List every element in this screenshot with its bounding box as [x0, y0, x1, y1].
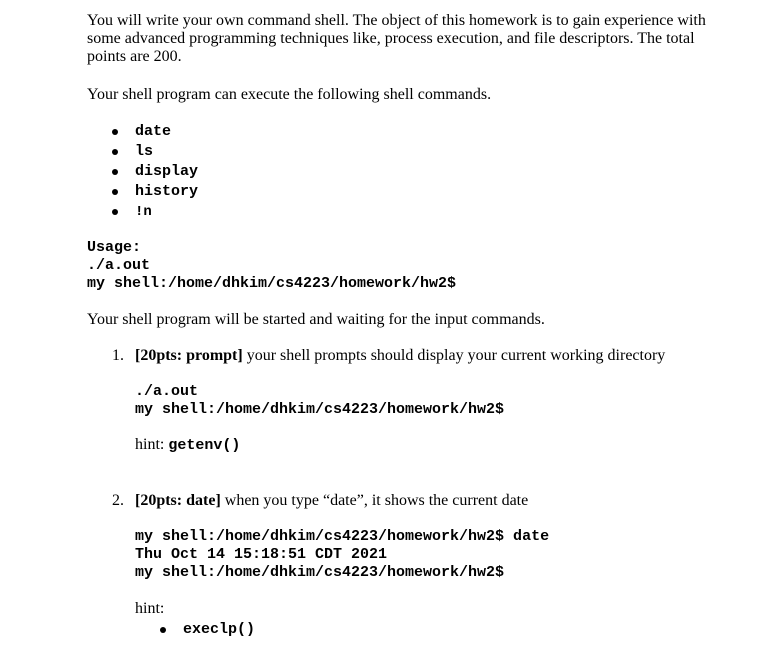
hint-bullet-code: execlp() [183, 621, 256, 638]
bullet-icon [112, 189, 118, 195]
intro-line-2: some advanced programming techniques like, process execution, and file descriptors. The total [87, 30, 695, 47]
item-1-number: 1. [112, 347, 124, 364]
item-1-hint-label: hint: [135, 436, 165, 453]
command-name: ls [135, 143, 154, 160]
item-2-code-line-2: Thu Oct 14 15:18:51 CDT 2021 [135, 546, 388, 563]
item-1-heading [135, 347, 665, 365]
item-1-description: your shell prompts should display your current working directory [242, 347, 666, 364]
bullet-icon [112, 169, 118, 175]
item-2-tag: [20pts: date] [135, 492, 221, 509]
command-name: !n [135, 204, 152, 220]
command-name: history [135, 183, 199, 200]
usage-prompt: my shell:/home/dhkim/cs4223/homework/hw2$ [87, 275, 457, 292]
command-name: date [135, 123, 172, 140]
item-1-hint [135, 436, 240, 455]
item-2-heading [135, 492, 528, 510]
item-1-hint-code: getenv() [168, 437, 241, 454]
intro-line-3: points are 200. [87, 48, 182, 65]
item-2-hint-label: hint: [135, 600, 165, 617]
item-1-code-line-1: ./a.out [135, 383, 199, 400]
usage-label: Usage: [87, 239, 142, 256]
bullet-icon [160, 627, 166, 633]
item-2-code-line-1: my shell:/home/dhkim/cs4223/homework/hw2$ date [135, 528, 550, 545]
item-1-code-line-2: my shell:/home/dhkim/cs4223/homework/hw2$ [135, 401, 505, 418]
started-text: Your shell program will be started and waiting for the input commands. [87, 311, 545, 328]
item-2-code-line-3: my shell:/home/dhkim/cs4223/homework/hw2$ [135, 564, 505, 581]
bullet-icon [112, 209, 118, 215]
item-1-tag: [20pts: prompt] [135, 347, 243, 364]
item-2-description: when you type “date”, it shows the current date [220, 492, 529, 509]
usage-command: ./a.out [87, 257, 151, 274]
commands-intro: Your shell program can execute the following shell commands. [87, 86, 492, 103]
intro-line-1: You will write your own command shell. The object of this homework is to gain experience with [87, 12, 706, 29]
item-2-number: 2. [112, 492, 124, 509]
bullet-icon [112, 129, 118, 135]
bullet-icon [112, 149, 118, 155]
command-name: display [135, 163, 199, 180]
